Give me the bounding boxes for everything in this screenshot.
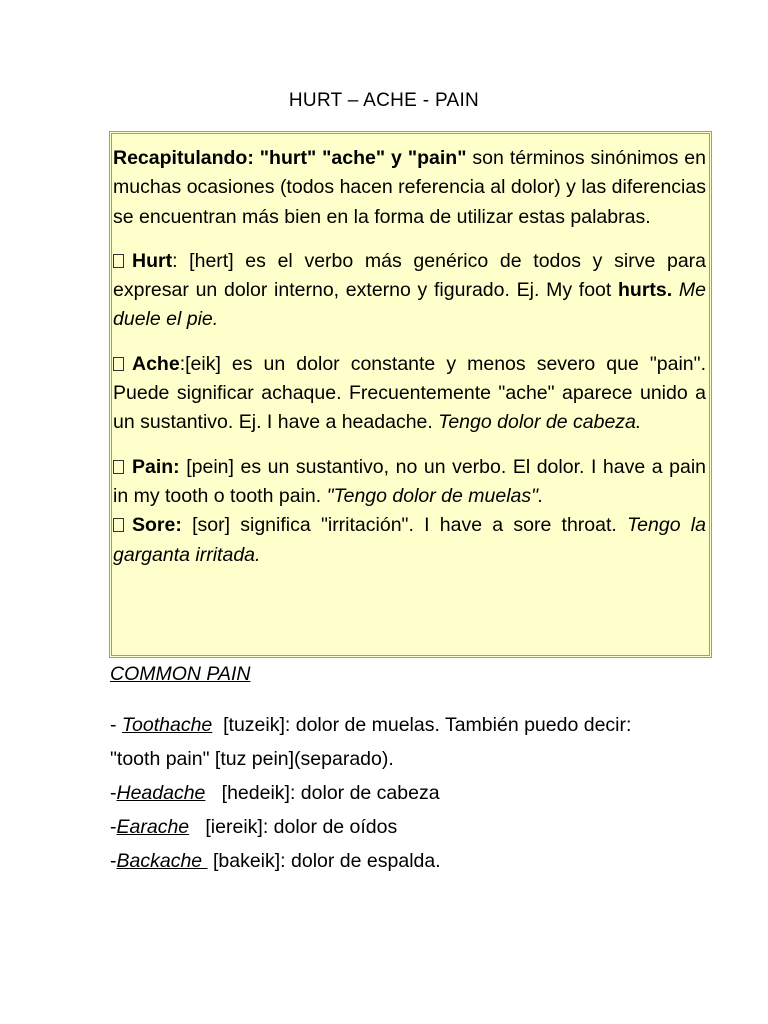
pain-italic: "Tengo dolor de muelas".: [326, 484, 544, 507]
common-pain-list: [110, 708, 760, 878]
intro-text: son términos sinónimos en muchas ocasiones (todos hacen referencia al dolor) y las diferencias se encuentran más bien en la forma de utilizar estas palabras.: [113, 147, 706, 228]
list-text: [bakeik]: dolor de espalda.: [207, 850, 441, 872]
list-item: [110, 742, 760, 776]
list-text: "tooth pain" [tuz pein](separado).: [110, 748, 394, 770]
pain-paragraph: [113, 453, 706, 512]
list-text: [tuzeik]: dolor de muelas. También puedo decir:: [212, 714, 632, 736]
list-item: [110, 776, 760, 810]
sore-text: [sor] significa "irritación". I have a sore throat.: [181, 514, 628, 537]
list-term: Backache: [116, 850, 208, 872]
common-pain-heading: COMMON PAIN: [110, 663, 251, 685]
list-prefix: -: [110, 782, 117, 804]
sore-italic: Tengo la garganta irritada.: [113, 514, 706, 566]
bullet-icon: [113, 357, 124, 371]
list-term: Toothache: [121, 714, 213, 736]
list-prefix: -: [110, 850, 117, 872]
list-text: [iereik]: dolor de oídos: [189, 816, 398, 838]
list-item: [110, 810, 760, 844]
pain-term: Pain:: [132, 455, 180, 478]
list-term: Headache: [116, 782, 206, 804]
bullet-icon: [113, 460, 124, 474]
sore-paragraph: [113, 511, 706, 570]
bullet-icon: [113, 254, 124, 268]
intro-bold: Recapitulando: "hurt" "ache" y "pain": [113, 147, 467, 169]
ache-term: Ache: [132, 352, 180, 375]
ache-text: :[eik] es un dolor constante y menos severo que "pain". Puede significar achaque. Frecuentemente "ache" aparece unido a un sustantivo. Ej. I have a headache.: [113, 352, 706, 434]
list-item: [110, 708, 760, 742]
list-item: [110, 844, 760, 878]
page-title: HURT – ACHE - PAIN: [288, 90, 480, 111]
list-term: Earache: [116, 816, 190, 838]
intro-paragraph: [113, 144, 706, 232]
sore-term: Sore:: [132, 514, 182, 537]
ache-italic: Tengo dolor de cabeza.: [438, 411, 642, 434]
hurt-term: Hurt: [132, 249, 173, 272]
ache-paragraph: [113, 350, 706, 438]
list-text: [hedeik]: dolor de cabeza: [205, 782, 440, 804]
hurt-paragraph: [113, 247, 706, 335]
hurt-text: : [hert] es el verbo más genérico de todos y sirve para expresar un dolor interno, externo y figurado. Ej. My foot: [113, 249, 706, 302]
list-prefix: -: [110, 714, 122, 736]
summary-box: [109, 131, 712, 658]
list-prefix: -: [110, 816, 117, 838]
hurt-bold: hurts.: [618, 279, 673, 302]
bullet-icon: [113, 518, 124, 532]
pain-text: [pein] es un sustantivo, no un verbo. El dolor. I have a pain in my tooth o tooth pain.: [113, 455, 706, 507]
hurt-italic: Me duele el pie.: [113, 279, 706, 331]
